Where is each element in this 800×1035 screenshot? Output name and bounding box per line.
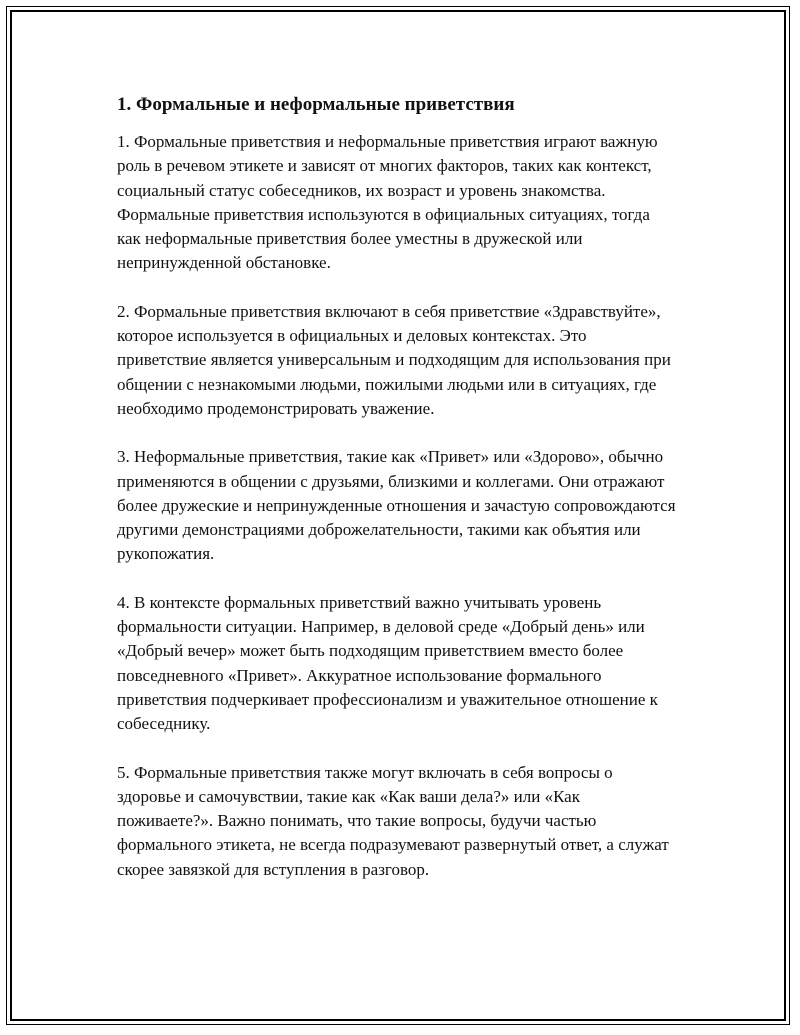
section-heading: 1. Формальные и неформальные приветствия [117, 94, 515, 115]
paragraph-4: 4. В контексте формальных приветствий важно учитывать уровень формальности ситуации. Например, в деловой среде «Добрый день» или «Добрый вечер» может быть подходящим приветствием вместо более повседневного «Привет». Аккуратное использование формального приветствия подчеркивает профессионализм и уважительное отношение к собеседнику. [117, 592, 658, 734]
paragraph-5: 5. Формальные приветствия также могут включать в себя вопросы о здоровье и самочувствии, такие как «Как ваши дела?» или «Как поживаете?». Важно понимать, что такие вопросы, будучи частью формального этикета, не всегда подразумевают развернутый ответ, а служат скорее завязкой для вступления в разговор. [117, 762, 669, 879]
paragraph-1: 1. Формальные приветствия и неформальные приветствия играют важную роль в речевом этикете и зависят от многих факторов, таких как контекст, социальный статус собеседников, их возраст и уровень знакомства. Формальные приветствия используются в официальных ситуациях, тогда как неформальные приветствия более уместны в дружеской или непринужденной обстановке. [117, 132, 658, 273]
paragraph-3: 3. Неформальные приветствия, такие как «Привет» или «Здорово», обычно применяются в общении с друзьями, близкими и коллегами. Они отражают более дружеские и непринужденные отношения и зачастую сопровождаются другими демонстрациями доброжелательности, такими как объятия или рукопожатия. [117, 447, 676, 564]
document-body [117, 92, 677, 906]
paragraph-2: 2. Формальные приветствия включают в себя приветствие «Здравствуйте», которое используется в официальных и деловых контекстах. Это приветствие является универсальным и подходящим для использования при общении с незнакомыми людьми, пожилыми людьми или в ситуациях, где необходимо продемонстрировать уважение. [117, 301, 671, 418]
